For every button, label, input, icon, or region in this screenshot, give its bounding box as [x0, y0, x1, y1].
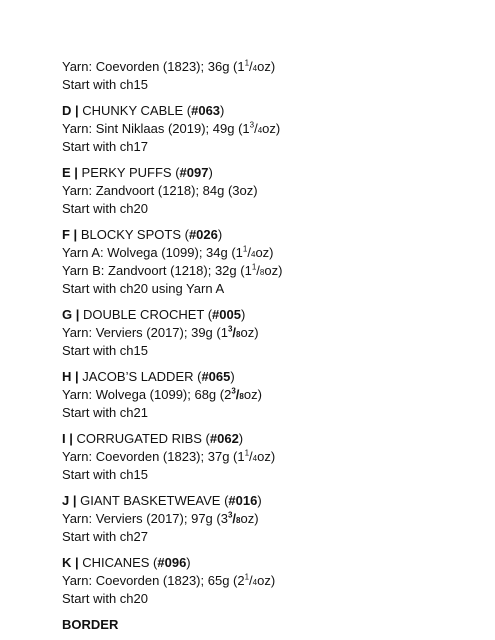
section-continuation — [62, 58, 482, 94]
fraction-denominator: 4 — [250, 250, 256, 259]
section-name: CORRUGATED RIBS ( — [72, 431, 210, 446]
section-letter: J | — [62, 493, 77, 508]
section-letter: F | — [62, 227, 78, 242]
fraction-denominator: 4 — [252, 454, 258, 463]
fraction-numerator: 1 — [251, 262, 257, 272]
section-heading — [62, 492, 482, 510]
section-letter: E | — [62, 165, 78, 180]
start-line: Start with ch15 — [62, 343, 148, 358]
section-letter: K | — [62, 555, 79, 570]
unit-text: oz) — [257, 59, 276, 74]
fraction-numerator: 1 — [244, 448, 250, 458]
yarn-line: Yarn: Wolvega (1099); 68g $(2^3/8oz)$ — [62, 386, 262, 402]
heading-close: ) — [220, 103, 225, 118]
yarn-text: Yarn: Verviers (2017); 39g (1 — [62, 325, 228, 340]
yarn-line: Yarn: Verviers (2017); 39g $(1^3/8oz)$ — [62, 324, 259, 340]
yarn-line: Yarn: Coevorden (1823); 36g $(1^1/4oz)$ — [62, 58, 276, 74]
section-i — [62, 430, 482, 484]
yarn-text: Yarn: Wolvega (1099); 68g (2 — [62, 387, 232, 402]
start-line: Start with ch20 — [62, 591, 148, 606]
unit-text: oz) — [262, 121, 281, 136]
yarn-text: Yarn: Coevorden (1823); 65g (2 — [62, 573, 245, 588]
unit-text: oz) — [243, 387, 262, 402]
fraction-numerator: 1 — [244, 58, 250, 68]
section-j — [62, 492, 482, 546]
section-heading — [62, 430, 482, 448]
fraction-denominator: 8 — [236, 516, 241, 525]
section-e — [62, 164, 482, 218]
yarn-text: Yarn: Coevorden (1823); 37g (1 — [62, 449, 245, 464]
section-letter: G | — [62, 307, 80, 322]
section-name: BLOCKY SPOTS ( — [77, 227, 189, 242]
section-letter: D | — [62, 103, 79, 118]
heading-close: ) — [257, 493, 262, 508]
section-name: JACOB’S LADDER ( — [78, 369, 202, 384]
section-f — [62, 226, 482, 298]
heading-close: ) — [186, 555, 191, 570]
yarn-b-line: Yarn B: Zandvoort (1218); 32g $(1^1/8oz)$ — [62, 262, 283, 278]
fraction-denominator: 8 — [259, 268, 265, 277]
yarn-line: Yarn: Coevorden (1823); 37g $(1^1/4oz)$ — [62, 448, 276, 464]
section-name: DOUBLE CROCHET ( — [79, 307, 213, 322]
start-line: Start with ch20 — [62, 201, 148, 216]
yarn-line: Yarn: Zandvoort (1218); 84g (3oz) — [62, 183, 258, 198]
yarn-line: Yarn: Verviers (2017); 97g $(3^3/8oz)$ — [62, 510, 259, 526]
yarn-text: Yarn: Verviers (2017); 97g (3 — [62, 511, 228, 526]
section-name: GIANT BASKETWEAVE ( — [76, 493, 229, 508]
section-heading — [62, 164, 482, 182]
unit-text: oz) — [257, 573, 276, 588]
yarn-line: Yarn: Coevorden (1823); 65g $(2^1/4oz)$ — [62, 572, 276, 588]
start-line: Start with ch15 — [62, 467, 148, 482]
stitch-code: #097 — [179, 165, 209, 180]
section-k — [62, 554, 482, 608]
unit-text: oz) — [264, 263, 283, 278]
yarn-text: Yarn A: Wolvega (1099); 34g (1 — [62, 245, 243, 260]
fraction-denominator: 4 — [257, 126, 263, 135]
start-line: Start with ch17 — [62, 139, 148, 154]
heading-close: ) — [217, 227, 223, 242]
yarn-a-line: Yarn A: Wolvega (1099); 34g $(1^1/4oz)$ — [62, 244, 274, 260]
start-line: Start with ch20 using Yarn A — [62, 281, 225, 296]
start-line: Start with ch21 — [62, 405, 148, 420]
section-name: PERKY PUFFS ( — [77, 165, 180, 180]
section-d — [62, 102, 482, 156]
stitch-code: #096 — [157, 555, 187, 570]
heading-close: ) — [230, 369, 235, 384]
heading-close: ) — [240, 307, 246, 322]
fraction-numerator: 1 — [242, 244, 248, 254]
yarn-line: Yarn: Sint Niklaas (2019); 49g $(1^3/4oz)$ — [62, 120, 281, 136]
stitch-code: #065 — [201, 369, 231, 384]
section-heading — [62, 306, 482, 324]
yarn-text: Yarn B: Zandvoort (1218); 32g (1 — [62, 263, 252, 278]
section-letter: H | — [62, 369, 79, 384]
stitch-code: #016 — [228, 493, 258, 508]
section-name: CHICANES ( — [78, 555, 158, 570]
unit-text: oz) — [255, 245, 274, 260]
yarn-text: Yarn: Coevorden (1823); 36g (1 — [62, 59, 245, 74]
section-name: CHUNKY CABLE ( — [78, 103, 192, 118]
fraction-numerator: 3 — [227, 324, 233, 334]
section-heading — [62, 368, 482, 386]
section-letter: I | — [62, 431, 73, 446]
fraction-denominator: 4 — [252, 578, 258, 587]
stitch-code: #062 — [209, 431, 239, 446]
section-h — [62, 368, 482, 422]
heading-close: ) — [208, 165, 213, 180]
fraction-numerator: 3 — [231, 386, 236, 396]
fraction-denominator: 8 — [239, 392, 244, 401]
section-heading — [62, 102, 482, 120]
stitch-code: #005 — [212, 307, 241, 322]
pattern-page — [62, 58, 482, 634]
fraction-numerator: 3 — [249, 120, 255, 130]
fraction-numerator: 3 — [227, 510, 233, 520]
section-heading — [62, 226, 482, 244]
start-line: Start with ch27 — [62, 529, 148, 544]
unit-text: oz) — [257, 449, 276, 464]
border-heading: BORDER — [62, 617, 119, 632]
unit-text: oz) — [240, 325, 259, 340]
start-line: Start with ch15 — [62, 77, 148, 92]
fraction-denominator: 8 — [236, 330, 241, 339]
yarn-text: Yarn: Sint Niklaas (2019); 49g (1 — [62, 121, 250, 136]
heading-close: ) — [238, 431, 244, 446]
fraction-denominator: 4 — [252, 64, 258, 73]
stitch-code: #026 — [188, 227, 218, 242]
unit-text: oz) — [240, 511, 259, 526]
fraction-numerator: 1 — [244, 572, 250, 582]
section-g — [62, 306, 482, 360]
section-heading — [62, 554, 482, 572]
stitch-code: #063 — [191, 103, 221, 118]
